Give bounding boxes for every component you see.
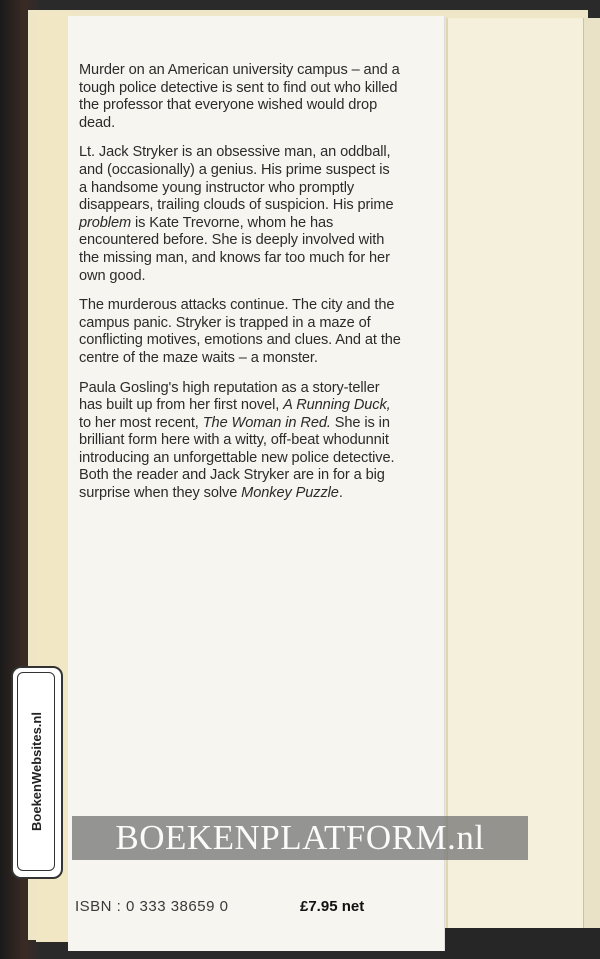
- sticker-text: BoekenWebsites.nl: [28, 712, 44, 831]
- blurb-text-run: Paula Gosling's high reputation as a story-teller has built up from her first novel,: [79, 379, 380, 414]
- book-title-woman-in-red: The Woman in Red.: [202, 414, 331, 431]
- blurb-paragraph-2: [79, 144, 401, 285]
- book-title-running-duck: A Running Duck,: [283, 397, 391, 414]
- price-label: £7.95 net: [300, 898, 365, 915]
- blurb-text: [79, 62, 401, 515]
- watermark-banner: [72, 816, 528, 860]
- blurb-paragraph-1: Murder on an American university campus – and a tough police detective is sent to find out who killed the professor that everyone wished would drop dead.: [79, 62, 400, 131]
- blurb-text-run: to her most recent,: [79, 414, 203, 431]
- blurb-text-run: .: [338, 485, 343, 502]
- cover-right-edge: [583, 18, 600, 959]
- blurb-paragraph-4: [79, 380, 401, 503]
- dust-jacket-flap: [446, 18, 588, 930]
- sticker-border: [17, 672, 55, 871]
- scan-bottom-shadow: [440, 928, 600, 959]
- shop-sticker: [11, 666, 63, 879]
- blurb-text-run: is Kate Trevorne, whom he has encountered before. She is deeply involved with the missing man, and knows far too much for her own good.: [79, 214, 390, 284]
- watermark-text: BOEKENPLATFORM.nl: [115, 818, 485, 857]
- blurb-text-run: She is in brilliant form here with a witty, off-beat whodunnit introducing an unforgettable new police detective. Both the reader and Jack Stryker are in for a big surprise when they solve: [79, 414, 395, 502]
- blurb-emphasis: problem: [79, 214, 132, 231]
- isbn-label: ISBN : 0 333 38659 0: [75, 898, 229, 915]
- blurb-text-run: Lt. Jack Stryker is an obsessive man, an oddball, and (occasionally) a genius. His prime suspect is a handsome young instructor who promptly disappears, trailing clouds of suspicion. His prime: [79, 144, 394, 214]
- book-title-monkey-puzzle: Monkey Puzzle: [241, 485, 339, 502]
- blurb-paragraph-3: The murderous attacks continue. The city and the campus panic. Stryker is trapped in a maze of conflicting motives, emotions and clues. And at the centre of the maze waits – a monster.: [79, 297, 401, 366]
